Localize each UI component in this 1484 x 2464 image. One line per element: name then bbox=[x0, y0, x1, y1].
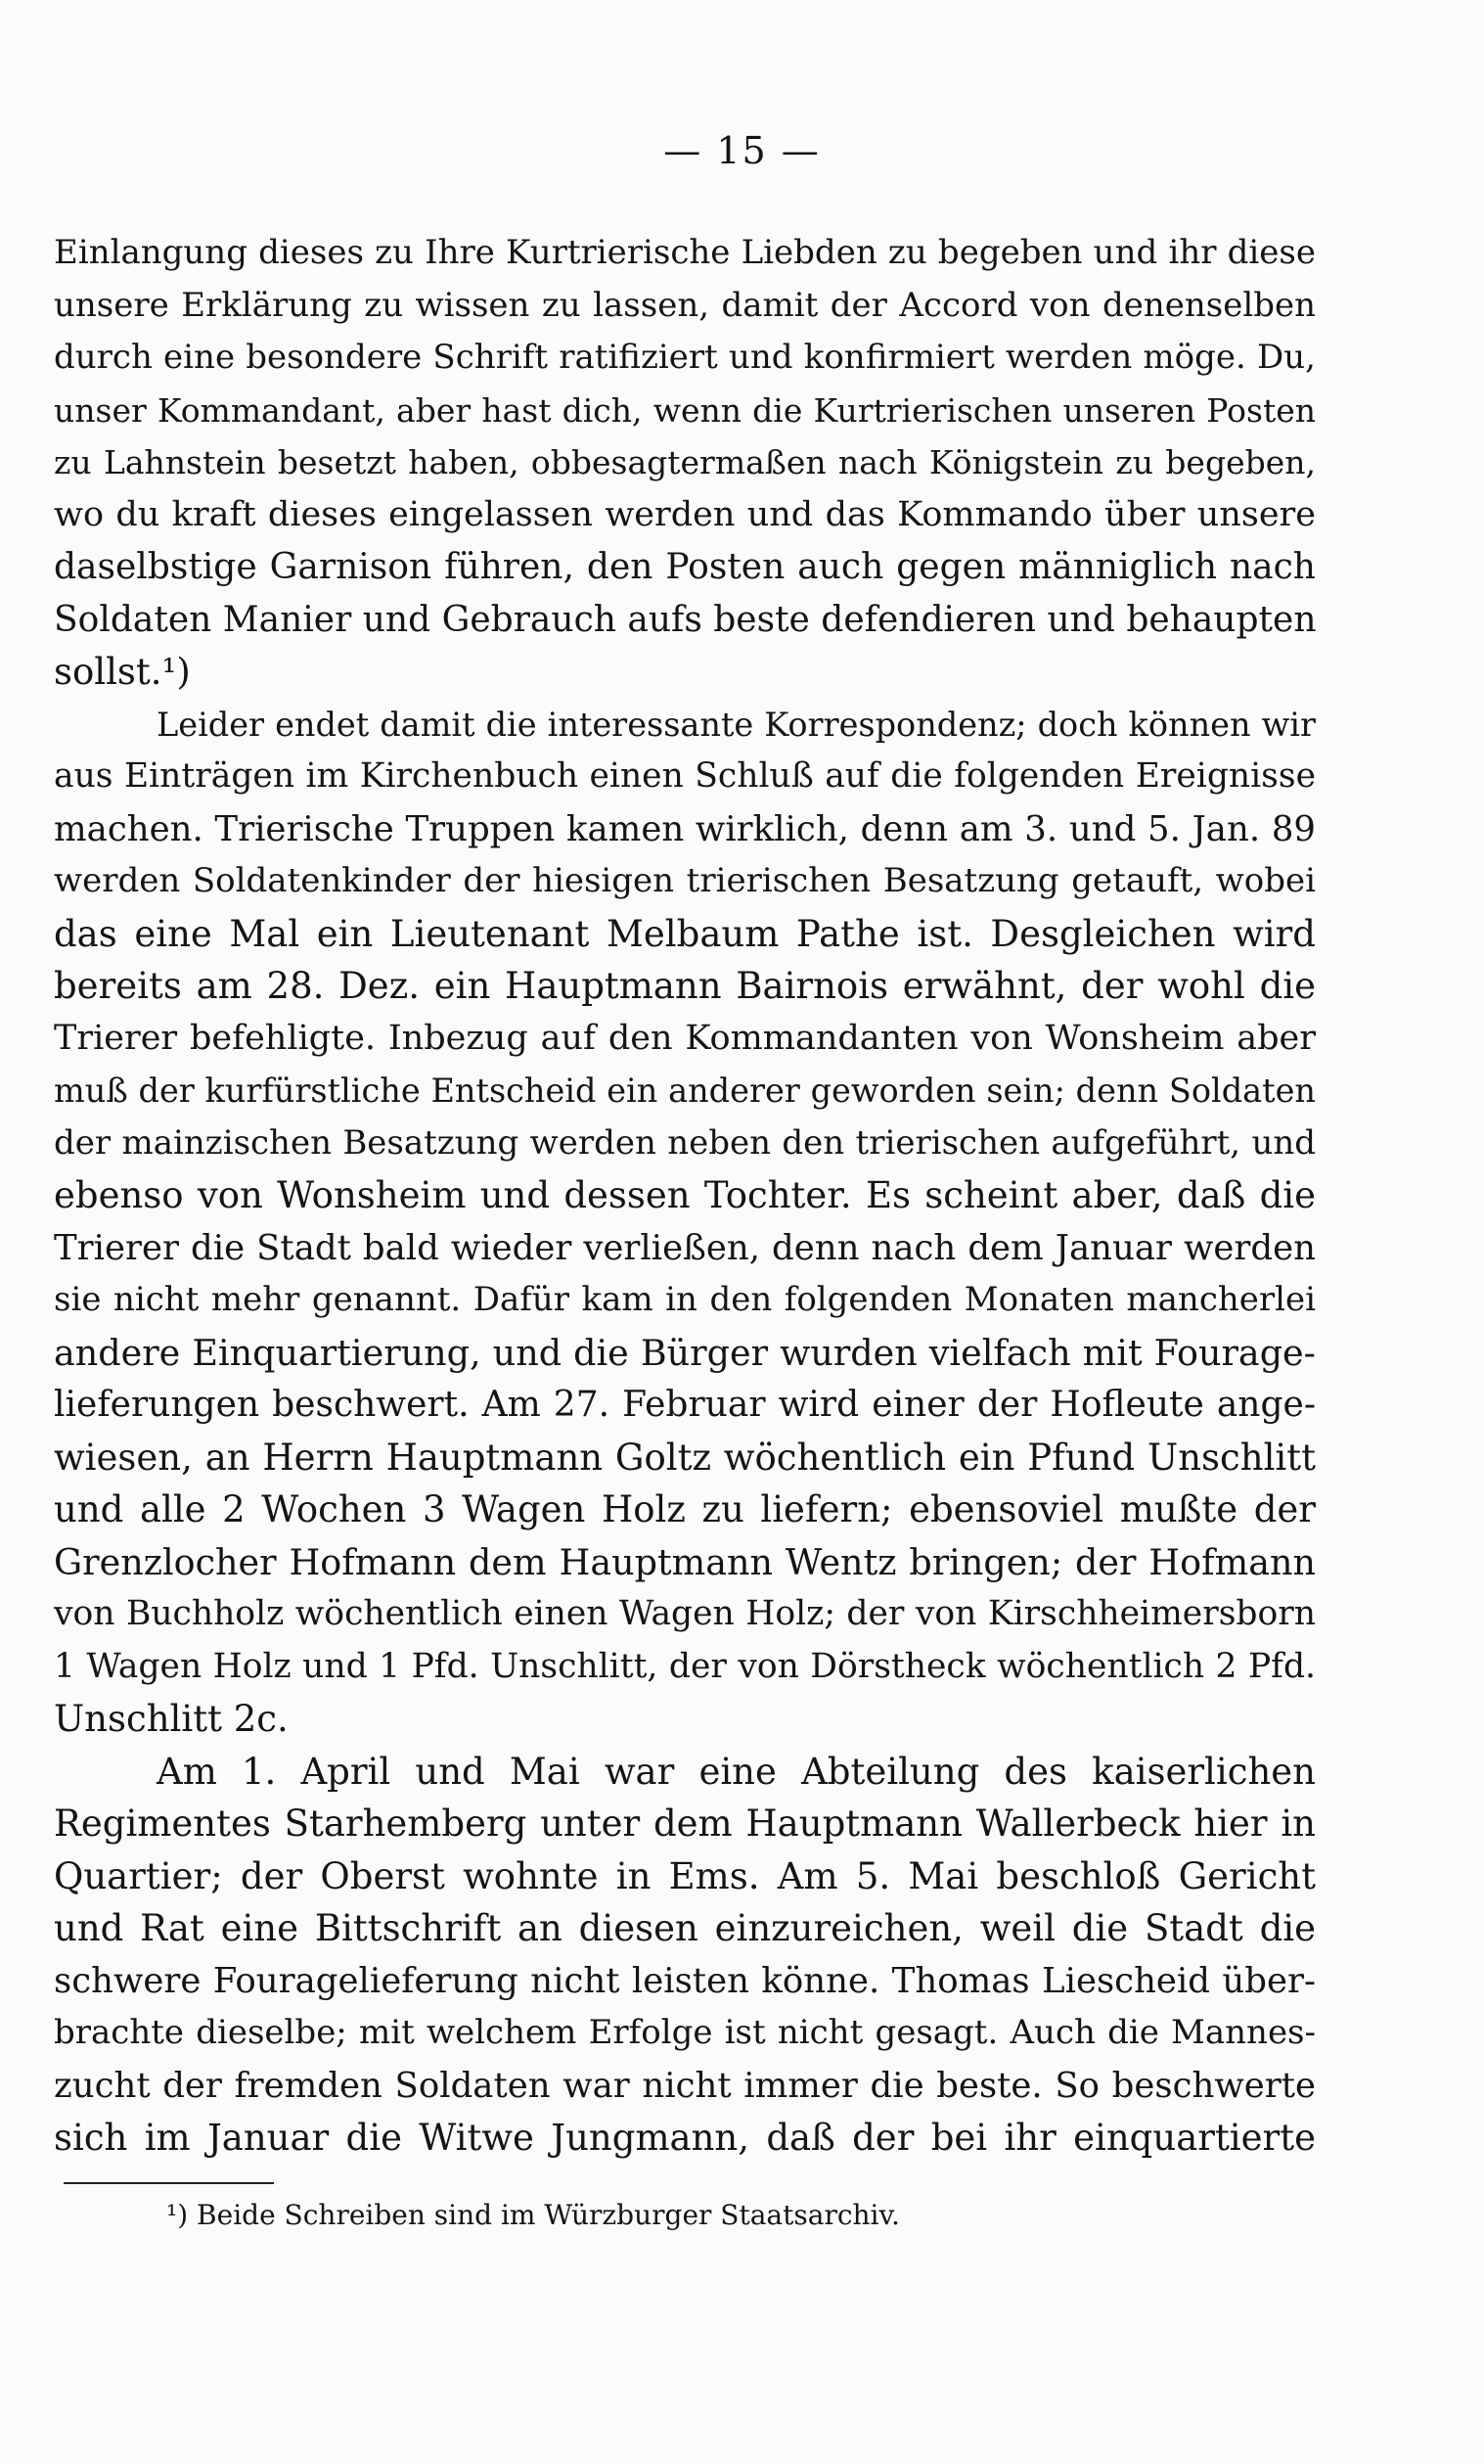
text-line: Trierer befehligte. Inbezug auf den Kommandanten von Wonsheim aber bbox=[54, 1018, 1316, 1058]
text-line: Am 1. April und Mai war eine Abteilung des kaiserlichen bbox=[157, 1750, 1316, 1793]
text-line: durch eine besondere Schrift ratifiziert und konfirmiert werden möge. Du, bbox=[54, 338, 1316, 377]
text-line: der mainzischen Besatzung werden neben den trierischen aufgeführt, und bbox=[54, 1122, 1316, 1163]
page-number: — 15 — bbox=[663, 129, 821, 172]
text-line: Regimentes Starhemberg unter dem Hauptmann Wallerbeck hier in bbox=[54, 1802, 1316, 1845]
footnote-divider bbox=[64, 2182, 274, 2184]
text-line: muß der kurfürstliche Entscheid ein anderer geworden sein; denn Soldaten bbox=[54, 1072, 1316, 1110]
text-line: zu Lahnstein besetzt haben, obbesagtermaßen nach Königstein zu begeben, bbox=[54, 443, 1316, 481]
text-line: Unschlitt 2c. bbox=[54, 1698, 289, 1740]
footnote: ¹) Beide Schreiben sind im Würzburger Staatsarchiv. bbox=[166, 2199, 900, 2231]
text-line: Grenzlocher Hofmann dem Hauptmann Wentz bringen; der Hofmann bbox=[54, 1540, 1316, 1583]
text-line: lieferungen beschwert. Am 27. Februar wird einer der Hofleute ange- bbox=[54, 1385, 1316, 1425]
text-line: 1 Wagen Holz und 1 Pfd. Unschlitt, der von Dörstheck wöchentlich 2 Pfd. bbox=[54, 1646, 1316, 1686]
text-line: unser Kommandant, aber hast dich, wenn die Kurtrierischen unseren Posten bbox=[54, 390, 1316, 430]
text-line: bereits am 28. Dez. ein Hauptmann Bairnois erwähnt, der wohl die bbox=[54, 965, 1316, 1007]
text-line: schwere Fouragelieferung nicht leisten könne. Thomas Liescheid über- bbox=[54, 1960, 1316, 2001]
text-line: machen. Trierische Truppen kamen wirklich, denn am 3. und 5. Jan. 89 bbox=[54, 808, 1316, 849]
text-line: werden Soldatenkinder der hiesigen trierischen Besatzung getauft, wobei bbox=[54, 861, 1316, 900]
text-line: Leider endet damit die interessante Korrespondenz; doch können wir bbox=[157, 705, 1316, 744]
text-line: andere Einquartierung, und die Bürger wurden vielfach mit Fourage- bbox=[54, 1331, 1316, 1374]
text-line: Einlangung dieses zu Ihre Kurtrierische Liebden zu begeben und ihr diese bbox=[54, 233, 1316, 272]
text-line: und alle 2 Wochen 3 Wagen Holz zu liefern; ebensoviel mußte der bbox=[54, 1488, 1316, 1530]
text-line: ebenso von Wonsheim und dessen Tochter. Es scheint aber, daß die bbox=[54, 1174, 1316, 1216]
text-line: wiesen, an Herrn Hauptmann Goltz wöchentlich ein Pfund Unschlitt bbox=[54, 1436, 1316, 1479]
text-line: zucht der fremden Soldaten war nicht immer die beste. So beschwerte bbox=[54, 2065, 1316, 2106]
text-line: daselbstige Garnison führen, den Posten auch gegen männiglich nach bbox=[54, 547, 1316, 587]
body-text bbox=[54, 227, 1316, 2165]
text-line: Quartier; der Oberst wohnte in Ems. Am 5. Mai beschloß Gericht bbox=[54, 1854, 1316, 1897]
text-line: sollst.¹) bbox=[54, 651, 191, 693]
text-line: unsere Erklärung zu wissen zu lassen, damit der Accord von denenselben bbox=[54, 285, 1316, 325]
text-line: sich im Januar die Witwe Jungmann, daß der bei ihr einquartierte bbox=[54, 2117, 1316, 2159]
text-line: von Buchholz wöchentlich einen Wagen Holz; der von Kirschheimersborn bbox=[54, 1594, 1316, 1633]
text-line: sie nicht mehr genannt. Dafür kam in den folgenden Monaten mancherlei bbox=[54, 1280, 1316, 1319]
text-line: und Rat eine Bittschrift an diesen einzureichen, weil die Stadt die bbox=[54, 1907, 1316, 1949]
text-line: brachte dieselbe; mit welchem Erfolge ist nicht gesagt. Auch die Mannes- bbox=[54, 2013, 1316, 2052]
text-line: Soldaten Manier und Gebrauch aufs beste defendieren und behaupten bbox=[54, 599, 1316, 640]
text-line: aus Einträgen im Kirchenbuch einen Schluß auf die folgenden Ereignisse bbox=[54, 756, 1316, 796]
text-line: wo du kraft dieses eingelassen werden und das Kommando über unsere bbox=[54, 494, 1316, 534]
text-line: das eine Mal ein Lieutenant Melbaum Pathe ist. Desgleichen wird bbox=[54, 912, 1316, 955]
text-line: Trierer die Stadt bald wieder verließen, denn nach dem Januar werden bbox=[54, 1227, 1316, 1268]
